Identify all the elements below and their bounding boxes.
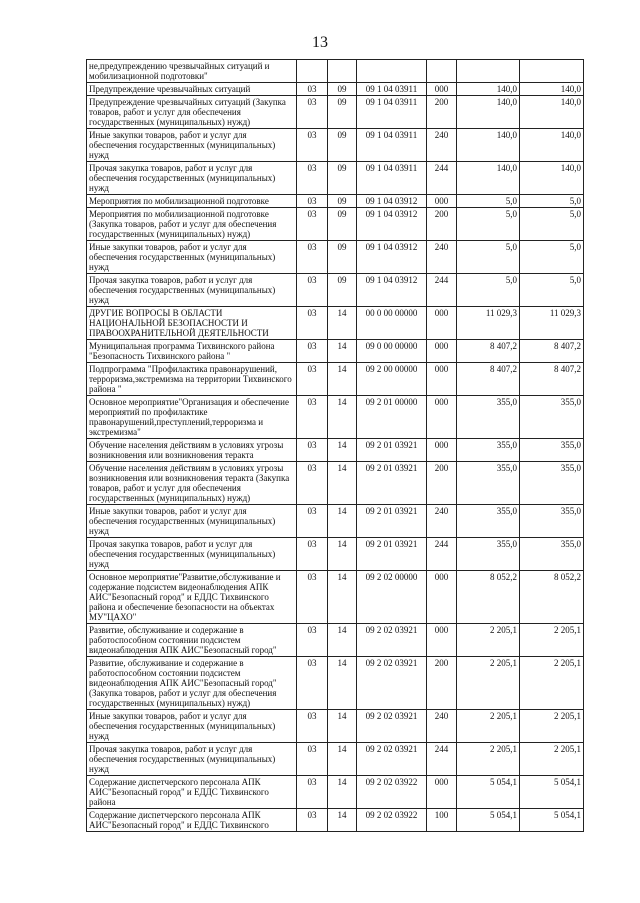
amount-total-cell: 355,0 [520, 538, 584, 571]
expense-type-cell: 240 [427, 505, 457, 538]
subsection-code-cell: 14 [328, 710, 357, 743]
subsection-code-cell: 14 [328, 657, 357, 710]
section-code-cell: 03 [297, 657, 328, 710]
target-article-cell: 09 1 04 03911 [357, 96, 427, 129]
amount-total-cell: 5,0 [520, 195, 584, 208]
subsection-code-cell: 14 [328, 340, 357, 363]
expense-type-cell: 244 [427, 538, 457, 571]
section-code-cell: 03 [297, 208, 328, 241]
row-name-cell: Иные закупки товаров, работ и услуг для обеспечения государственных (муниципальных) нужд [87, 241, 297, 274]
subsection-code-cell: 14 [328, 462, 357, 505]
table-row [87, 195, 584, 208]
subsection-code-cell [328, 60, 357, 83]
subsection-code-cell: 09 [328, 195, 357, 208]
amount-cell: 8 407,2 [457, 340, 520, 363]
table-row [87, 809, 584, 832]
row-name-cell: ДРУГИЕ ВОПРОСЫ В ОБЛАСТИ НАЦИОНАЛЬНОЙ БЕЗОПАСНОСТИ И ПРАВООХРАНИТЕЛЬНОЙ ДЕЯТЕЛЬНОСТИ [87, 307, 297, 340]
subsection-code-cell: 14 [328, 396, 357, 439]
amount-total-cell: 8 407,2 [520, 363, 584, 396]
target-article-cell: 09 1 04 03912 [357, 195, 427, 208]
row-name-cell: Иные закупки товаров, работ и услуг для обеспечения государственных (муниципальных) нужд [87, 129, 297, 162]
expense-type-cell: 100 [427, 809, 457, 832]
subsection-code-cell: 09 [328, 129, 357, 162]
table-body [87, 60, 584, 832]
subsection-code-cell: 09 [328, 96, 357, 129]
subsection-code-cell: 14 [328, 505, 357, 538]
target-article-cell: 09 1 04 03911 [357, 162, 427, 195]
table-row [87, 129, 584, 162]
table-row [87, 396, 584, 439]
subsection-code-cell: 09 [328, 208, 357, 241]
row-name-cell: Муниципальная программа Тихвинского района "Безопасность Тихвинского района " [87, 340, 297, 363]
expense-type-cell: 000 [427, 396, 457, 439]
amount-cell: 8 052,2 [457, 571, 520, 624]
section-code-cell: 03 [297, 83, 328, 96]
subsection-code-cell: 14 [328, 624, 357, 657]
target-article-cell: 00 0 00 00000 [357, 307, 427, 340]
target-article-cell: 09 2 00 00000 [357, 363, 427, 396]
table-row [87, 710, 584, 743]
target-article-cell: 09 1 04 03912 [357, 274, 427, 307]
target-article-cell: 09 2 01 03921 [357, 505, 427, 538]
subsection-code-cell: 14 [328, 307, 357, 340]
table-row [87, 340, 584, 363]
amount-cell [457, 60, 520, 83]
table-row [87, 162, 584, 195]
expense-type-cell: 240 [427, 710, 457, 743]
amount-cell: 140,0 [457, 129, 520, 162]
subsection-code-cell: 09 [328, 274, 357, 307]
amount-total-cell: 140,0 [520, 96, 584, 129]
row-name-cell: Содержание диспетчерского персонала АПК АИС"Безопасный город" и ЕДДС Тихвинского [87, 809, 297, 832]
amount-total-cell: 355,0 [520, 396, 584, 439]
expense-type-cell: 200 [427, 208, 457, 241]
subsection-code-cell: 14 [328, 439, 357, 462]
amount-cell: 140,0 [457, 83, 520, 96]
target-article-cell: 09 2 02 03921 [357, 624, 427, 657]
subsection-code-cell: 09 [328, 162, 357, 195]
amount-total-cell: 355,0 [520, 505, 584, 538]
section-code-cell: 03 [297, 396, 328, 439]
table-row [87, 274, 584, 307]
amount-total-cell: 5 054,1 [520, 776, 584, 809]
amount-total-cell: 2 205,1 [520, 624, 584, 657]
expense-type-cell: 000 [427, 307, 457, 340]
expense-type-cell: 000 [427, 439, 457, 462]
expense-type-cell: 244 [427, 743, 457, 776]
expense-type-cell: 200 [427, 96, 457, 129]
expense-type-cell: 200 [427, 657, 457, 710]
target-article-cell: 09 2 02 03922 [357, 809, 427, 832]
expense-type-cell: 244 [427, 274, 457, 307]
section-code-cell: 03 [297, 624, 328, 657]
target-article-cell [357, 60, 427, 83]
amount-cell: 355,0 [457, 505, 520, 538]
row-name-cell: Прочая закупка товаров, работ и услуг для обеспечения государственных (муниципальных) нужд [87, 274, 297, 307]
target-article-cell: 09 2 02 03921 [357, 657, 427, 710]
table-row [87, 363, 584, 396]
expense-type-cell: 000 [427, 776, 457, 809]
amount-total-cell: 140,0 [520, 162, 584, 195]
budget-table [86, 59, 584, 832]
subsection-code-cell: 14 [328, 363, 357, 396]
table-row [87, 439, 584, 462]
section-code-cell: 03 [297, 129, 328, 162]
table-row [87, 505, 584, 538]
table-row [87, 241, 584, 274]
row-name-cell: Обучение населения действиям в условиях угрозы возникновения или возникновения теракта (Закупка товаров, работ и услуг для обеспечения государственных (муниципальных) нужд) [87, 462, 297, 505]
section-code-cell: 03 [297, 809, 328, 832]
expense-type-cell: 000 [427, 363, 457, 396]
section-code-cell: 03 [297, 710, 328, 743]
section-code-cell: 03 [297, 340, 328, 363]
amount-cell: 8 407,2 [457, 363, 520, 396]
expense-type-cell: 000 [427, 624, 457, 657]
table-row [87, 776, 584, 809]
expense-type-cell: 000 [427, 195, 457, 208]
row-name-cell: Прочая закупка товаров, работ и услуг для обеспечения государственных (муниципальных) нужд [87, 743, 297, 776]
amount-cell: 2 205,1 [457, 624, 520, 657]
subsection-code-cell: 14 [328, 538, 357, 571]
amount-cell: 5,0 [457, 195, 520, 208]
expense-type-cell: 000 [427, 340, 457, 363]
row-name-cell: не,предупреждению чрезвычайных ситуаций и мобилизационной подготовки" [87, 60, 297, 83]
section-code-cell: 03 [297, 307, 328, 340]
target-article-cell: 09 2 01 03921 [357, 439, 427, 462]
section-code-cell: 03 [297, 363, 328, 396]
amount-total-cell: 5,0 [520, 208, 584, 241]
target-article-cell: 09 2 02 00000 [357, 571, 427, 624]
section-code-cell: 03 [297, 96, 328, 129]
amount-total-cell: 5,0 [520, 274, 584, 307]
amount-cell: 140,0 [457, 96, 520, 129]
amount-cell: 355,0 [457, 462, 520, 505]
row-name-cell: Предупреждение чрезвычайных ситуаций [87, 83, 297, 96]
subsection-code-cell: 09 [328, 241, 357, 274]
row-name-cell: Основное мероприятие"Развитие,обслуживание и содержание подсистем видеонаблюдения АПК АИС"Безопасный город" и ЕДДС Тихвинского района и обеспечение безопасности на объектах МУ"ЦАХО" [87, 571, 297, 624]
amount-cell: 11 029,3 [457, 307, 520, 340]
target-article-cell: 09 2 01 00000 [357, 396, 427, 439]
expense-type-cell [427, 60, 457, 83]
amount-cell: 5 054,1 [457, 776, 520, 809]
target-article-cell: 09 1 04 03912 [357, 208, 427, 241]
expense-type-cell: 000 [427, 83, 457, 96]
amount-total-cell: 2 205,1 [520, 743, 584, 776]
amount-total-cell: 5 054,1 [520, 809, 584, 832]
table-row [87, 96, 584, 129]
section-code-cell [297, 60, 328, 83]
subsection-code-cell: 14 [328, 571, 357, 624]
expense-type-cell: 240 [427, 241, 457, 274]
row-name-cell: Развитие, обслуживание и содержание в работоспособном состоянии подсистем видеонаблюдения АПК АИС"Безопасный город" [87, 624, 297, 657]
amount-total-cell: 11 029,3 [520, 307, 584, 340]
expense-type-cell: 240 [427, 129, 457, 162]
table-row [87, 208, 584, 241]
row-name-cell: Основное мероприятие"Организация и обеспечение мероприятий по профилактике правонарушений,преступлений,терроризма и экстремизма" [87, 396, 297, 439]
row-name-cell: Мероприятия по мобилизационной подготовке [87, 195, 297, 208]
amount-cell: 140,0 [457, 162, 520, 195]
subsection-code-cell: 14 [328, 743, 357, 776]
amount-total-cell [520, 60, 584, 83]
table-row [87, 462, 584, 505]
amount-total-cell: 8 052,2 [520, 571, 584, 624]
table-row [87, 307, 584, 340]
target-article-cell: 09 2 01 03921 [357, 538, 427, 571]
section-code-cell: 03 [297, 505, 328, 538]
table-row [87, 538, 584, 571]
section-code-cell: 03 [297, 776, 328, 809]
section-code-cell: 03 [297, 538, 328, 571]
amount-total-cell: 355,0 [520, 462, 584, 505]
subsection-code-cell: 09 [328, 83, 357, 96]
section-code-cell: 03 [297, 274, 328, 307]
amount-total-cell: 355,0 [520, 439, 584, 462]
target-article-cell: 09 2 01 03921 [357, 462, 427, 505]
table-row [87, 743, 584, 776]
subsection-code-cell: 14 [328, 776, 357, 809]
amount-cell: 2 205,1 [457, 743, 520, 776]
amount-cell: 5,0 [457, 274, 520, 307]
row-name-cell: Обучение населения действиям в условиях угрозы возникновения или возникновения теракта [87, 439, 297, 462]
target-article-cell: 09 1 04 03912 [357, 241, 427, 274]
table-row [87, 83, 584, 96]
expense-type-cell: 200 [427, 462, 457, 505]
row-name-cell: Подпрограмма "Профилактика правонарушений, терроризма,экстремизма на территории Тихвинского района " [87, 363, 297, 396]
amount-total-cell: 2 205,1 [520, 657, 584, 710]
page-number: 13 [312, 34, 328, 51]
row-name-cell: Содержание диспетчерского персонала АПК АИС"Безопасный город" и ЕДДС Тихвинского района [87, 776, 297, 809]
row-name-cell: Предупреждение чрезвычайных ситуаций (Закупка товаров, работ и услуг для обеспечения государственных (муниципальных) нужд) [87, 96, 297, 129]
row-name-cell: Иные закупки товаров, работ и услуг для обеспечения государственных (муниципальных) нужд [87, 505, 297, 538]
row-name-cell: Прочая закупка товаров, работ и услуг для обеспечения государственных (муниципальных) нужд [87, 162, 297, 195]
subsection-code-cell: 14 [328, 809, 357, 832]
row-name-cell: Мероприятия по мобилизационной подготовке (Закупка товаров, работ и услуг для обеспечения государственных (муниципальных) нужд) [87, 208, 297, 241]
amount-total-cell: 140,0 [520, 83, 584, 96]
amount-cell: 5,0 [457, 241, 520, 274]
table-row [87, 571, 584, 624]
table-row [87, 657, 584, 710]
section-code-cell: 03 [297, 439, 328, 462]
target-article-cell: 09 2 02 03921 [357, 710, 427, 743]
amount-total-cell: 2 205,1 [520, 710, 584, 743]
table-row [87, 624, 584, 657]
amount-cell: 5 054,1 [457, 809, 520, 832]
target-article-cell: 09 1 04 03911 [357, 129, 427, 162]
amount-total-cell: 140,0 [520, 129, 584, 162]
section-code-cell: 03 [297, 743, 328, 776]
row-name-cell: Прочая закупка товаров, работ и услуг для обеспечения государственных (муниципальных) нужд [87, 538, 297, 571]
amount-cell: 355,0 [457, 538, 520, 571]
target-article-cell: 09 1 04 03911 [357, 83, 427, 96]
target-article-cell: 09 0 00 00000 [357, 340, 427, 363]
amount-cell: 5,0 [457, 208, 520, 241]
amount-cell: 2 205,1 [457, 657, 520, 710]
row-name-cell: Развитие, обслуживание и содержание в работоспособном состоянии подсистем видеонаблюдения АПК АИС"Безопасный город" (Закупка товаров, работ и услуг для обеспечения государственных (муниципальных) нужд) [87, 657, 297, 710]
target-article-cell: 09 2 02 03921 [357, 743, 427, 776]
expense-type-cell: 244 [427, 162, 457, 195]
section-code-cell: 03 [297, 195, 328, 208]
amount-total-cell: 8 407,2 [520, 340, 584, 363]
expense-type-cell: 000 [427, 571, 457, 624]
amount-cell: 2 205,1 [457, 710, 520, 743]
section-code-cell: 03 [297, 162, 328, 195]
table-row [87, 60, 584, 83]
amount-cell: 355,0 [457, 439, 520, 462]
target-article-cell: 09 2 02 03922 [357, 776, 427, 809]
section-code-cell: 03 [297, 462, 328, 505]
amount-total-cell: 5,0 [520, 241, 584, 274]
amount-cell: 355,0 [457, 396, 520, 439]
section-code-cell: 03 [297, 571, 328, 624]
section-code-cell: 03 [297, 241, 328, 274]
row-name-cell: Иные закупки товаров, работ и услуг для обеспечения государственных (муниципальных) нужд [87, 710, 297, 743]
